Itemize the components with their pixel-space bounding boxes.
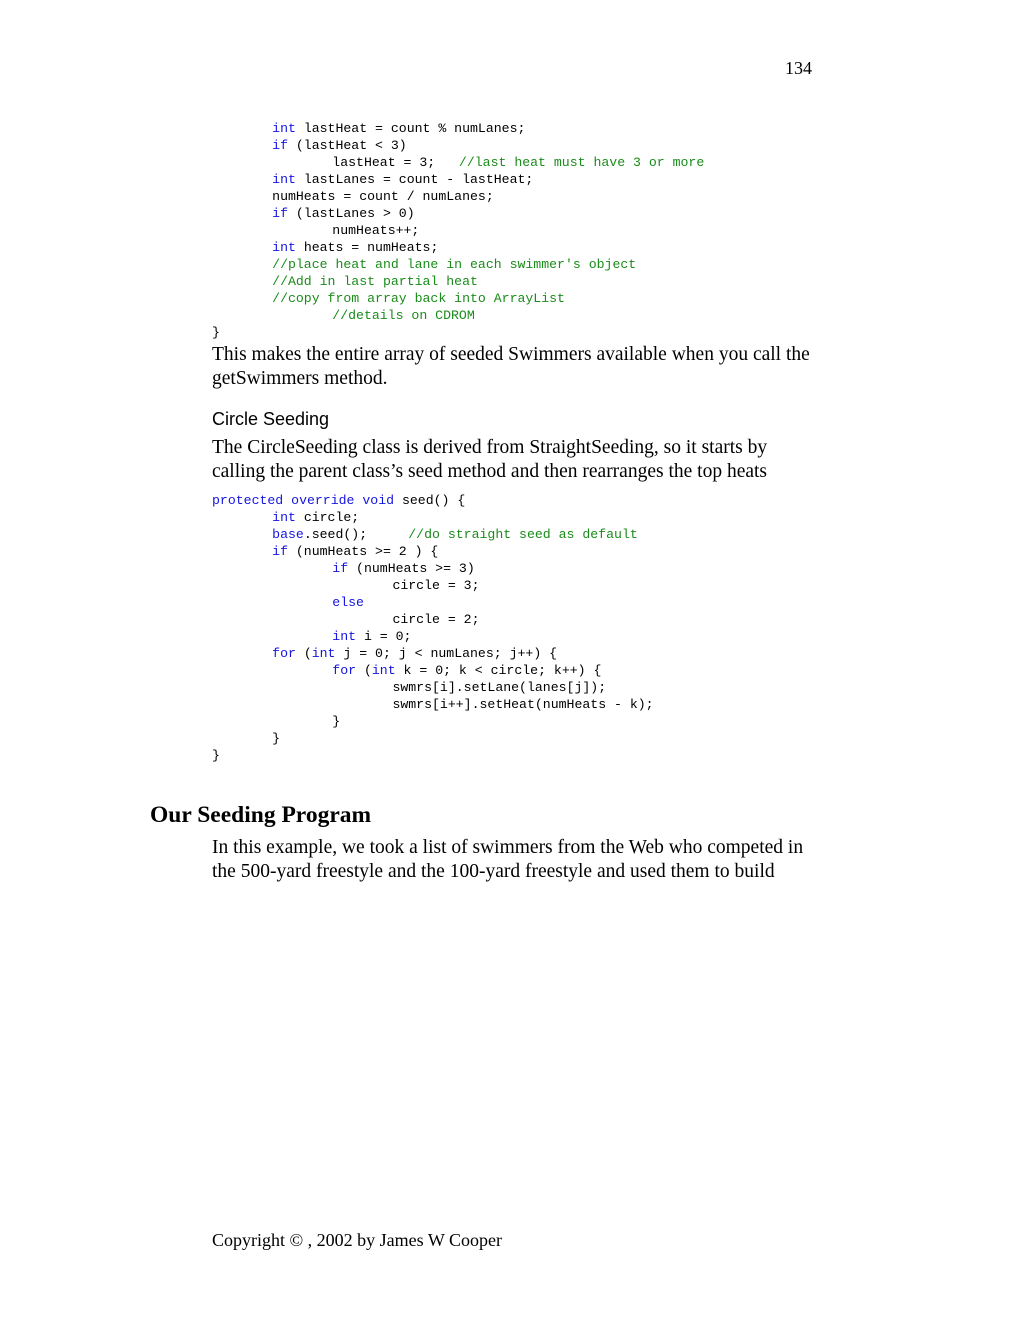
code-text: numHeats = count / numLanes; (212, 189, 494, 204)
code-text: lastLanes = count - lastHeat; (295, 172, 534, 187)
code-comment: //Add in last partial heat (272, 274, 478, 289)
code-line (212, 307, 704, 324)
code-text: (numHeats >= 2 ) { (287, 544, 439, 559)
code-text: } (212, 748, 220, 763)
paragraph-1: This makes the entire array of seeded Swimmers available when you call the getSwimmers method. (212, 344, 810, 389)
code-text: k = 0; k < circle; k++) { (395, 663, 602, 678)
code-text (212, 172, 272, 187)
code-comment: //do straight seed as default (408, 527, 638, 542)
code-text (212, 291, 272, 306)
code-text: swmrs[i++].setHeat(numHeats - k); (212, 697, 654, 712)
code-keyword: int (272, 121, 296, 136)
code-keyword: void (362, 493, 395, 508)
page-number: 134 (785, 58, 812, 78)
code-text: seed() { (394, 493, 466, 508)
code-line (212, 679, 654, 696)
code-text: (lastLanes > 0) (287, 206, 415, 221)
code-text (212, 240, 272, 255)
code-keyword: int (272, 172, 296, 187)
code-line (212, 290, 704, 307)
code-text (212, 629, 332, 644)
code-block-2 (212, 492, 654, 764)
code-text: } (212, 731, 281, 746)
code-line (212, 273, 704, 290)
code-line (212, 171, 704, 188)
code-text: ( (356, 663, 372, 678)
code-line (212, 577, 654, 594)
footer-copyright: Copyright © , 2002 by James W Cooper (212, 1230, 502, 1250)
code-line (212, 611, 654, 628)
code-text: swmrs[i].setLane(lanes[j]); (212, 680, 607, 695)
code-line (212, 747, 654, 764)
code-text: j = 0; j < numLanes; j++) { (335, 646, 558, 661)
code-text (212, 561, 332, 576)
code-comment: //details on CDROM (332, 308, 475, 323)
code-keyword: override (291, 493, 355, 508)
code-text (212, 646, 272, 661)
code-text (212, 257, 272, 272)
code-line (212, 188, 704, 205)
code-text: (lastHeat < 3) (287, 138, 407, 153)
code-line (212, 696, 654, 713)
code-line (212, 205, 704, 222)
code-text: } (212, 325, 220, 340)
code-keyword: if (272, 544, 288, 559)
code-keyword: protected (212, 493, 284, 508)
code-keyword: int (332, 629, 357, 644)
code-line (212, 628, 654, 645)
code-line (212, 662, 654, 679)
code-line (212, 154, 704, 171)
code-line (212, 222, 704, 239)
code-text (283, 493, 291, 508)
code-line (212, 509, 654, 526)
paragraph-3: In this example, we took a list of swimmers from the Web who competed in the 500-yard freestyle and the 100-yard freestyle and used them to build (212, 837, 804, 882)
code-text (212, 510, 272, 525)
code-line (212, 526, 654, 543)
code-keyword: int (272, 510, 296, 525)
code-text: (numHeats >= 3) (348, 561, 475, 576)
paragraph-2: The CircleSeeding class is derived from StraightSeeding, so it starts by calling the parent class’s seed method and then rearranges the top heats (212, 437, 768, 482)
code-text: lastHeat = 3; (212, 155, 459, 170)
code-text: i = 0; (356, 629, 412, 644)
code-keyword: int (371, 663, 396, 678)
code-block-1 (212, 120, 704, 341)
code-text (212, 663, 332, 678)
code-line (212, 543, 654, 560)
code-text (212, 527, 272, 542)
code-line (212, 239, 704, 256)
code-comment: //place heat and lane in each swimmer's object (272, 257, 637, 272)
code-keyword: if (332, 561, 349, 576)
code-text: heats = numHeats; (295, 240, 439, 255)
code-line (212, 713, 654, 730)
code-keyword: if (272, 138, 288, 153)
code-text (212, 544, 272, 559)
code-text: } (212, 714, 341, 729)
code-line (212, 256, 704, 273)
code-text: .seed(); (303, 527, 409, 542)
code-line (212, 645, 654, 662)
code-comment: //copy from array back into ArrayList (272, 291, 565, 306)
code-line (212, 594, 654, 611)
code-text (212, 138, 272, 153)
code-text (212, 595, 332, 610)
code-text: ( (295, 646, 312, 661)
section-heading: Our Seeding Program (150, 802, 372, 828)
code-text: circle = 3; (212, 578, 480, 593)
code-line (212, 492, 654, 509)
code-text (212, 274, 272, 289)
code-line (212, 120, 704, 137)
code-keyword: base (272, 527, 304, 542)
code-keyword: if (272, 206, 288, 221)
code-text: numHeats++; (212, 223, 420, 238)
code-keyword: else (332, 595, 364, 610)
code-line (212, 324, 704, 341)
code-text (212, 308, 332, 323)
code-keyword: int (311, 646, 336, 661)
code-keyword: for (272, 646, 296, 661)
code-text: lastHeat = count % numLanes; (295, 121, 526, 136)
code-line (212, 560, 654, 577)
code-keyword: int (272, 240, 296, 255)
code-text (212, 121, 272, 136)
code-text (212, 206, 272, 221)
subheading-circle-seeding: Circle Seeding (212, 409, 330, 429)
code-text: circle; (295, 510, 360, 525)
code-line (212, 730, 654, 747)
code-line (212, 137, 704, 154)
code-text: circle = 2; (212, 612, 480, 627)
code-keyword: for (332, 663, 357, 678)
code-comment: //last heat must have 3 or more (458, 155, 705, 170)
